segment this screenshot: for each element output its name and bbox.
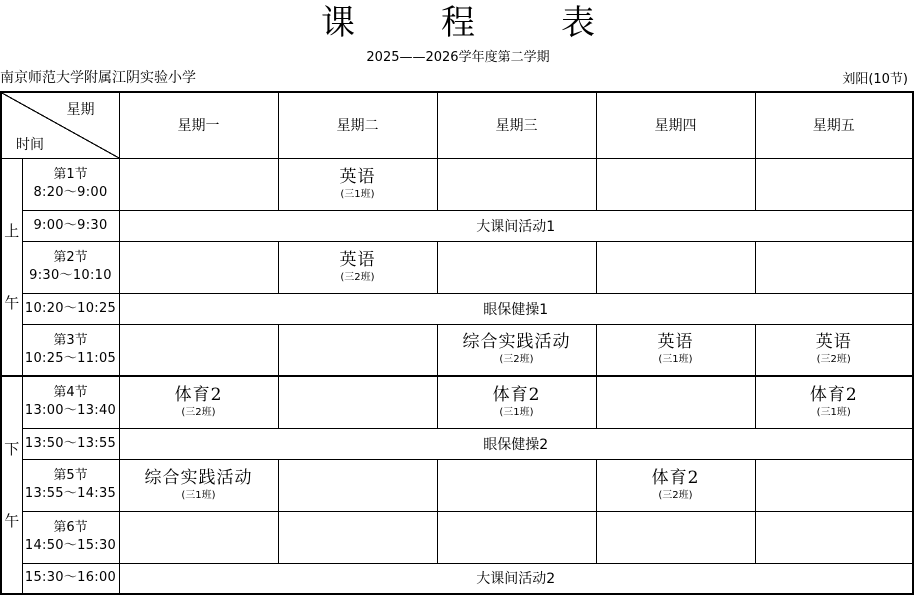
period-label-cell	[22, 293, 119, 324]
period-name: 第6节	[53, 520, 88, 535]
course-cell	[755, 241, 913, 293]
period-name: 第5节	[53, 468, 88, 483]
class-name: (三1班)	[340, 188, 375, 200]
period-time: 15:30～16:00	[24, 570, 117, 586]
period-row	[1, 511, 913, 563]
course-cell	[278, 241, 437, 293]
course-cell	[755, 158, 913, 210]
page-title: 课程表	[321, 3, 681, 43]
course-name: 综合实践活动	[144, 467, 253, 488]
period-name: 第3节	[53, 332, 88, 348]
period-row	[1, 376, 913, 428]
course-cell	[596, 376, 755, 428]
course-name: 英语	[339, 166, 376, 187]
day-header-mon: 星期一	[119, 92, 278, 158]
day-header-tue: 星期二	[278, 92, 437, 158]
class-name: (三1班)	[658, 354, 693, 366]
course-cell	[437, 459, 596, 511]
course-name: 体育2	[492, 384, 541, 405]
class-name: (三2班)	[816, 354, 851, 366]
class-name: (三2班)	[499, 354, 534, 366]
course-cell	[119, 324, 278, 376]
corner-cell	[1, 92, 119, 158]
course-cell	[278, 376, 437, 428]
period-row	[1, 324, 913, 376]
course-cell	[278, 459, 437, 511]
period-label-cell	[22, 459, 119, 511]
class-name: (三1班)	[816, 406, 851, 418]
activity-cell: 大课间活动1	[119, 210, 913, 241]
period-label-cell	[22, 210, 119, 241]
period-time: 14:50～15:30	[24, 538, 117, 553]
course-cell	[437, 324, 596, 376]
timetable	[0, 91, 914, 595]
class-name: (三2班)	[340, 271, 375, 283]
course-cell	[278, 158, 437, 210]
period-label-cell	[22, 241, 119, 293]
activity-row	[1, 293, 913, 324]
period-time: 9:30～10:10	[29, 268, 112, 283]
day-header-wed: 星期三	[437, 92, 596, 158]
activity-row	[1, 563, 913, 594]
period-time: 13:00～13:40	[24, 403, 117, 419]
activity-cell: 大课间活动2	[119, 563, 913, 594]
course-cell	[755, 376, 913, 428]
period-time: 10:25～11:05	[24, 350, 117, 366]
period-name: 第2节	[53, 250, 88, 265]
period-row	[1, 459, 913, 511]
period-label-cell	[22, 563, 119, 594]
afternoon-label: 下 午	[1, 376, 22, 594]
course-cell	[755, 459, 913, 511]
course-name: 体育2	[651, 467, 700, 488]
course-cell	[437, 241, 596, 293]
period-label-cell	[22, 511, 119, 563]
activity-cell: 眼保健操2	[119, 428, 913, 459]
activity-cell: 眼保健操1	[119, 293, 913, 324]
period-time: 9:00～9:30	[33, 217, 108, 233]
course-name: 体育2	[809, 384, 858, 405]
period-time: 13:55～14:35	[24, 486, 117, 501]
period-label-cell	[22, 158, 119, 210]
course-cell	[119, 376, 278, 428]
term-subtitle: 2025——2026学年度第二学期	[366, 50, 550, 65]
course-cell	[596, 324, 755, 376]
course-cell	[755, 511, 913, 563]
period-row	[1, 241, 913, 293]
teacher-name: 刘阳(10节)	[842, 72, 908, 87]
class-name: (三1班)	[181, 489, 216, 501]
course-name: 英语	[339, 249, 376, 270]
course-name: 英语	[815, 332, 852, 353]
period-time: 10:20～10:25	[24, 300, 117, 316]
course-cell	[119, 158, 278, 210]
class-name: (三2班)	[658, 489, 693, 501]
day-header-fri: 星期五	[755, 92, 913, 158]
period-label-cell	[22, 376, 119, 428]
period-name: 第4节	[53, 385, 88, 401]
course-cell	[596, 158, 755, 210]
activity-row	[1, 428, 913, 459]
course-cell	[437, 511, 596, 563]
school-name: 南京师范大学附属江阴实验小学	[0, 70, 196, 86]
morning-label: 上 午	[1, 158, 22, 376]
time-header-label: 时间	[16, 136, 44, 153]
activity-row	[1, 210, 913, 241]
period-row	[1, 158, 913, 210]
course-cell	[755, 324, 913, 376]
class-name: (三2班)	[181, 406, 216, 418]
course-cell	[596, 241, 755, 293]
course-cell	[278, 324, 437, 376]
course-cell	[119, 459, 278, 511]
period-time: 13:50～13:55	[24, 435, 117, 451]
course-cell	[437, 376, 596, 428]
course-cell	[437, 158, 596, 210]
course-name: 体育2	[174, 384, 223, 405]
period-name: 第1节	[53, 167, 88, 182]
header-row	[1, 92, 913, 158]
course-cell	[119, 241, 278, 293]
period-label-cell	[22, 428, 119, 459]
day-header-thu: 星期四	[596, 92, 755, 158]
course-cell	[596, 459, 755, 511]
course-cell	[278, 511, 437, 563]
course-cell	[119, 511, 278, 563]
week-header-label: 星期	[66, 102, 95, 118]
period-label-cell	[22, 324, 119, 376]
course-name: 综合实践活动	[462, 332, 571, 353]
period-time: 8:20～9:00	[33, 185, 108, 200]
course-cell	[596, 511, 755, 563]
class-name: (三1班)	[499, 406, 534, 418]
course-name: 英语	[657, 332, 694, 353]
